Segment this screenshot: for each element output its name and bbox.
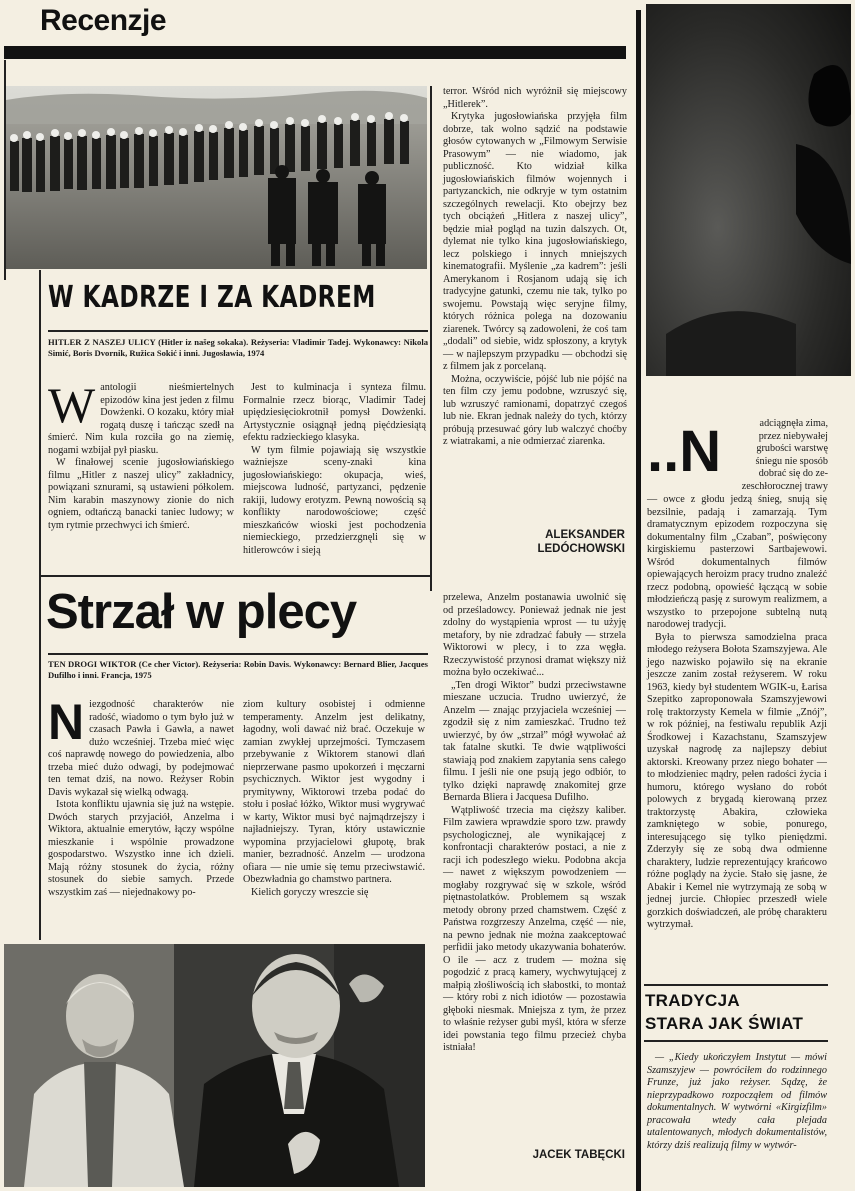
review2-col2-para: ziom kultury osobistej i odmienne temperamenty. Anzelm jest delikatny, łagodny, woli dawać niż brać. Oczekuje w zamian zwykłej uprzejmości. Tymczasem przebywanie z Wiktorem stanowi dlań nieprzerwane pasmo upokorzeń i męczarni psychicznych. Wiktor jest wygodny i prymitywny, Wiktorowi trzeba podać do stołu i posłać łóżko, Wiktor musi wygrywać w karty, Wiktor musi być najmądrzejszy i najładniejszy. Tyran, który ustawicznie wypomina przyjacielowi głupotę, brak manier, bezradność. Anzelm — urodzona ofiara — nie umie się temu przeciwstawić. Obezwładnia go chamstwo partnera. (243, 699, 425, 885)
review2-column-2 (243, 699, 425, 899)
article3-lead-line: adciągnęła zima, (759, 418, 828, 429)
review2-credits-rule (48, 653, 428, 655)
section-title: Recenzje (40, 4, 167, 37)
review2-credits: TEN DROGI WIKTOR (Ce cher Victor). Reżyseria: Robin Davis. Wykonawcy: Bernard Blier, Jacques Dufilho i inni. Francja, 1975 (48, 659, 428, 680)
review1-credits-rule (48, 330, 428, 332)
film-still-dark-figure (646, 4, 851, 376)
review1-col1-para: antologii nieśmiertelnych epizodów kina jest jeden z filmu Dowżenki. O kozaku, który miał rogatą duszę i tańcząc szedł na śmierć. Nim kula rozciła go na ziemię, nogami wzbijał pył piasku. (48, 382, 234, 456)
review2-dropcap: N (48, 694, 85, 750)
review1-column-3 (443, 86, 627, 449)
article3-dropcap-prefix: .. (647, 419, 680, 484)
article3-subhead-line: TRADYCJA (645, 991, 740, 1010)
article3-lead-line: zeschłorocznej trawy (741, 480, 828, 492)
article3-subhead-rule-top (644, 984, 828, 986)
article3-subhead-rule-bottom (644, 1040, 828, 1042)
review2-col1-para: Istota konfliktu ujawnia się już na wstępie. Dwóch starych przyjaciół, Anzelma i Wiktora, aktualnie emerytów, łączy wspólne mieszkanie i wspólnie prowadzone gospodarstwo. Wszystko inne ich dzieli. Mają różny stosunek do życia, różny stosunek do siebie samych. Przede wszystkim zaś — niejednakowy po- (48, 799, 234, 898)
film-still-two-men (4, 944, 425, 1187)
review2-col2-para: Kielich goryczy wreszcie się (251, 886, 369, 898)
film-still-hostages (6, 86, 427, 269)
article3-body-para: — owce z głodu jedzą śnieg, snują się bezsilnie, padają i zamarzają. Tym dramatycznym epizodem rozpoczyna się dokumentalny film „Czaban”, poświęcony kirgiskiemu pasterzowi Sartbajewowi. Wśród dokumentalnych filmów opiewających heroizm pracy trudno znaleźć rzecz podobną, opowieść łączącą w sobie młodzieńczą pasję z surowym realizmem, a wszystko to przepojone subtelną nutą narodowej tradycji. (647, 494, 827, 630)
article3-lead-line: dobrać się do ze- (758, 468, 828, 479)
review1-column-1 (48, 377, 234, 532)
review2-column-1 (48, 694, 234, 899)
review2-author: JACEK TABĘCKI (532, 1149, 625, 1161)
review2-headline: Strzał w plecy (46, 585, 357, 639)
review1-dropcap: W (48, 377, 96, 433)
article3-quote: — „Kiedy ukończyłem Instytut — mówi Szamszyjew — powróciłem do rodzinnego Frunze, już jako reżyser. Sądzę, że nieprzypadkowo rozpocząłem od filmów dokumentalnych. W wytwórni «Kirgizfilm» pracowała wtedy cała plejada utalentowanych, młodych dokumentalistów, którzy dziś realizują filmy w wytwór- (647, 1052, 827, 1151)
article3-lead (732, 418, 828, 493)
review1-col3-para: Można, oczywiście, pójść lub nie pójść na ten film czy jemu podobne, wzruszyć się, lub wzruszyć ramionami, dopatrzyć czegoś lub nie. Ekran jednak należy do tych, którzy próbują przesuwać góry lub walczyć choćby z wiatrakami, a nie odmierzać ziarenka. (443, 373, 627, 447)
review1-col2-para: Jest to kulminacja i synteza filmu. Formalnie rzecz biorąc, Vladimir Tadej upiędziesięciokrotnił pomysł Dowżenki. Artystycznie osiągnął jedną pięćdziesiątą efektu radzieckiego klasyka. (243, 382, 426, 443)
column-rule-left (39, 270, 41, 940)
article3-lead-line: przez niebywałej (758, 430, 828, 442)
review1-author-last: LEDÓCHOWSKI (537, 543, 625, 555)
review1-credits: HITLER Z NASZEJ ULICY (Hitler iz našeg sokaka). Reżyseria: Vladimir Tadej. Wykonawcy: Nikola Simić, Boris Dvornik, Ružica Sokić i inni. Jugosławia, 1974 (48, 337, 428, 358)
article3-body (647, 494, 827, 932)
column-rule-inner (430, 86, 432, 591)
article3-dropcap-letter: N (679, 419, 722, 484)
article3-subhead-line: STARA JAK ŚWIAT (645, 1014, 804, 1033)
article3-body-para: Była to pierwsza samodzielna praca młodego reżysera Bołota Szamszyjewa. Ale jego nazwisko pojawiło się na ekranie jeszcze zanim został reżyserem. W roku 1963, kiedy był studentem WGIK-u, Łarisa Szepitko zaproponowała Szamszyjewowi rolę traktorzysty Kemela w filmie „Znój”, w rok później, na festiwalu republik Azji Środkowej i Kazachstanu, Szamszyjew uzyskał nagrodę za najlepszy debiut aktorski. Kreowany przez niego bohater — to młodzieniec mądry, pełen radości życia i humoru, którego wysłano do robót polowych z brygadą kierowaną przez traktorzystę Abakira, człowieka zamkniętego w sobie, ponurego, interesującego się tylko pieniędzmi. Zderzyły się ze sobą dwa odmienne charaktery, ludzie reprezentujący krańcowo różne poglądy na życie. Stało się jasne, że Abakir i Kemel nie wytrzymają ze sobą w jednej jurcie. Chłopiec przeszedł wiele gorzkich doświadczeń, ale próbę charakteru wytrzymał. (647, 631, 827, 930)
review2-col3-para: Wątpliwość trzecia ma cięższy kaliber. Film zawiera wprawdzie sporo tzw. prawdy psychologicznej, ale wynikającej z konfrontacji charakterów postaci, a nie z racji ich podeszłego wieku. Podobna akcja — nawet z większym powodzeniem — mogłaby rozgrywać się w szkole, wśród piętnastolatków. Problemem są wszak metody obrony przed chamstwem. Część z Państwa rozgrzeszy Anzelma, część — nie, na pewno jednak nie można zaakceptować perfidii jako metody ukazywania bohaterów. O ile — acz z trudem — można się pogodzić z pracą kamery, wychwytującej z małpią złośliwością ich słabostki, to montaż — który robi z nich idiotów — pozostawia głęboki niesmak. Mniejsza z tym, że przez to właśnie reżyser gubi myśl, która w sferze idei powstania tego filmu przecież chyba istniała! (443, 804, 626, 1053)
header-rule (4, 46, 626, 59)
review1-author (443, 528, 625, 556)
review1-col1-para: W finałowej scenie jugosłowiańskiego filmu „Hitler z naszej ulicy” zakładnicy, powiązani sznurami, są ustawieni półkolem. Nim karabin maszynowy zionie do nich ogniem, odtańczą banacki taniec ludowy; w tym rytmie przechwyci ich śmierć. (48, 457, 234, 531)
reviews-divider (40, 575, 430, 577)
article3-subhead (645, 989, 829, 1035)
article3-lead-line: grubości warstwę (756, 443, 828, 454)
review1-col3-para: terror. Wśród nich wyróżnił się miejscowy „Hitlerek”. (443, 86, 627, 110)
review1-author-first: ALEKSANDER (545, 529, 625, 541)
review1-col3-para: Krytyka jugosłowiańska przyjęła film dobrze, tak wolno sądzić na podstawie głosów cytowanych w „Filmowym Serwisie Prasowym” — nie wiadomo, jak publiczność. Kto widział kilka jugosłowiańskich filmów wojennych i partyzanckich, nie odkryje w tym ostatnim szczególnych rewelacji. Kto obejrzy bez tych obciążeń „Hitlera z naszej ulicy”, będzie miał pogląd na tuzin dalszych. Ot, dylemat nie tylko kina jugosłowiańskiego, lecz polskiego i innych mniejszych kinematografii. Myślenie „za kadrem”: jeśli Amerykanom i Rosjanom udają się ich tradycyjne gatunki, czemu nie tak, tylko po swojemu. Powstają więc seryjne filmy, których różnica polega na dozowaniu ziarenek. Twórcy są zadowoleni, że coś tam „dodali” od siebie, widz spłoszony, a krytyk — w najlepszym przypadku — obchodzi się z filmem jak z porcelaną. (443, 111, 627, 372)
review2-column-3 (443, 592, 626, 1055)
review2-col1-para: iezgodność charakterów nie radość, wiadomo o tym było już w czasach Pawła i Gawła, a nawet dużo wcześniej. Trzeba mieć więc coś naprawdę nowego do powiedzenia, albo trzeba mieć dużo odwagi, by podejmować ten temat dziś, na nowo. Reżyser Robin Davis wykazał się wielką odwagą. (48, 699, 234, 798)
column-rule-main (636, 10, 641, 1191)
article3-lead-line: śniegu nie sposób (755, 455, 828, 467)
review2-col3-para: przelewa, Anzelm postanawia uwolnić się od prześladowcy. Ponieważ jednak nie jest zdolny do wystąpienia wprost — tu użyję metafory, by nie zdradzać fabuły — strzela Wiktorowi w plecy, i to zza węgła. Rzeczywistość przynosi dramat większy niż można było oczekiwać... (443, 592, 626, 678)
review1-col2-para: W tym filmie pojawiają się wszystkie ważniejsze sceny-znaki kina jugosłowiańskiego: okupacja, wieś, miejscowa ludność, partyzanci, pędzenie rakiji, ludowy erotyzm. Pewną nowością są konflikty narodowościowe; część mieszkańców wioski jest pochodzenia niemieckiego, przedzierzgnęli się w hitlerowców i sieją (243, 444, 426, 556)
review1-column-2 (243, 382, 426, 557)
article3-dropcap (647, 419, 722, 484)
review2-col3-para: „Ten drogi Wiktor” budzi przeciwstawne mieszane uczucia. Trudno uwierzyć, że Anzelm — znając przyjaciela wcześniej — zgodził się z nim zamieszkać. Trudno też uwierzyć, by ów „strzał” mógł wywołać aż tak fatalne skutki. Te dwie wątpliwości stawiają pod znakiem zapytania sens całego filmu. I jeśli nie one psują jego odbiór, to tylko dzięki naprawdę znakomitej grze Bernarda Bliera i Jacquesa Dufilho. (443, 679, 626, 803)
review1-headline: W KADRZE I ZA KADREM (48, 280, 376, 315)
